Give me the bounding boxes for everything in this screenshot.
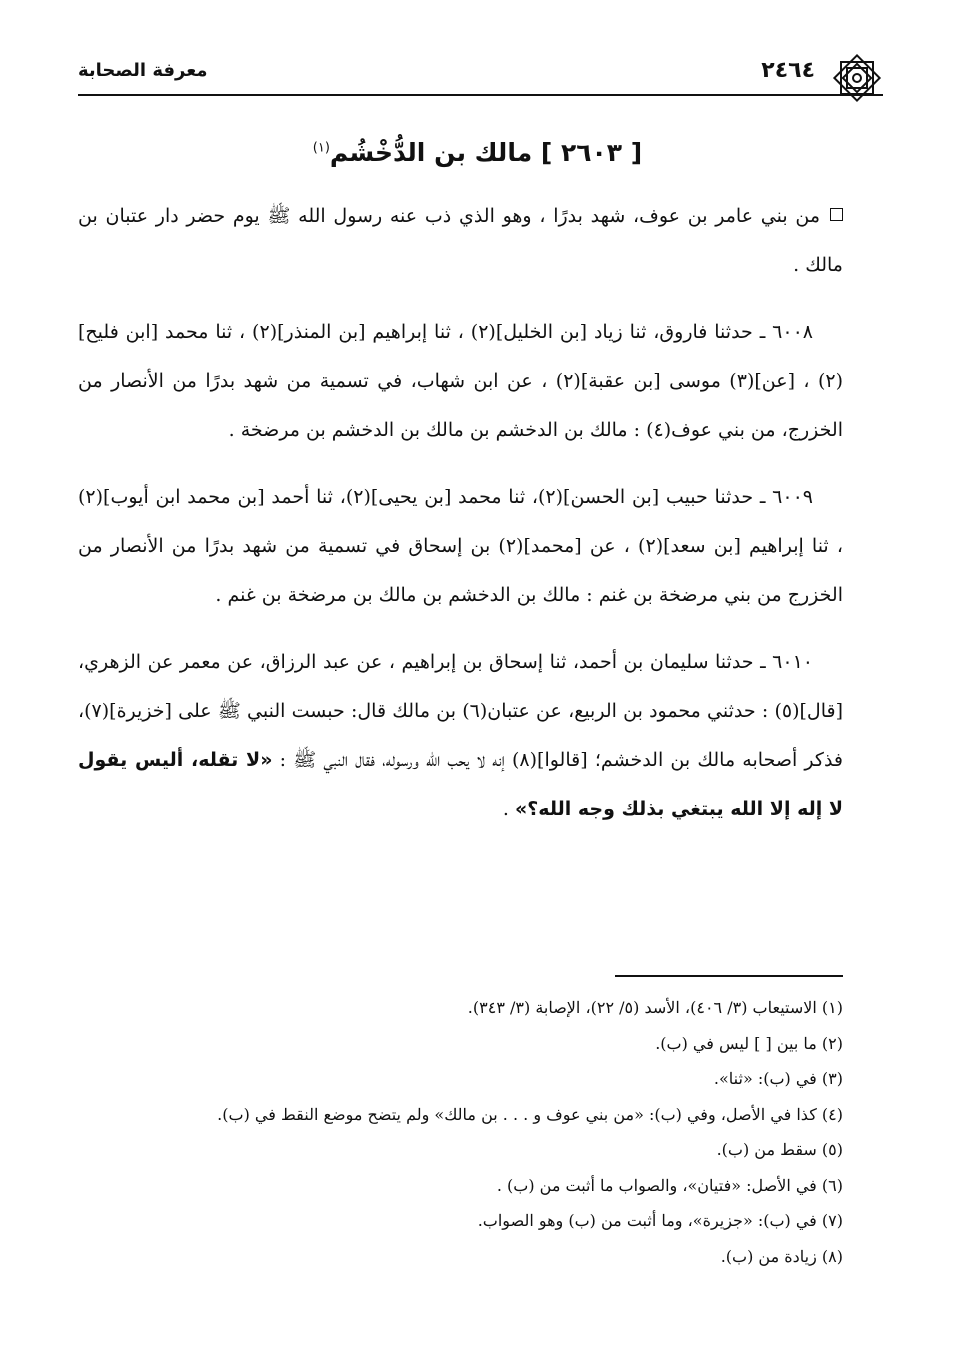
- footnote-item: (٧) في (ب): «جزيرة»، وما أثبت من (ب) وهو الصواب.: [477, 1211, 843, 1230]
- footnote-list: [100, 990, 843, 1274]
- hadith-paragraph: ٦٠٠٨ ـ حدثنا فاروق، ثنا زياد [بن الخليل](٢) ، ثنا إبراهيم [بن المنذر](٢) ، ثنا محمد [ابن فليح](٢) ، [عن](٣) موسى [بن عقبة](٢) ، عن ابن شهاب، في تسمية من شهد بدرًا من الأنصار من الخزرج، من بني عوف(٤) : مالك بن الدخشم بن مالك بن الدخشم بن مرضخة .: [78, 321, 844, 441]
- star-ornament-icon: [831, 52, 883, 104]
- hadith-paragraph: [78, 638, 843, 834]
- footnote-item: (٨) زيادة من (ب).: [720, 1246, 843, 1266]
- footnote-separator: [615, 975, 843, 977]
- footnote-item: (١) الاستيعاب (٣/ ٤٠٦)، الأسد (٥/ ٢٢)، الإصابة (٣/ ٣٤٣).: [467, 998, 843, 1017]
- entry-title: [0, 138, 955, 167]
- footnote-item: (٦) في الأصل: «فتيان»، والصواب ما أثبت من (ب) .: [496, 1175, 843, 1195]
- header-rule: [78, 94, 883, 96]
- hadith-tail: .: [502, 798, 516, 820]
- hadith-text: ٦٠١٠ ـ حدثنا سليمان بن أحمد، ثنا إسحاق بن إبراهيم ، عن عبد الرزاق، عن معمر عن الزهري، [قال](٥) : حدثني محمود بن الربيع، عن عتبان(٦) بن مالك قال: حبست النبي ﷺ على [خزيرة](٧)، فذكر أصحابه مالك بن الدخشم؛ [قالوا](٨) إنه لا يحب الله ورسوله، فقال النبي ﷺ :: [78, 651, 844, 771]
- page-number: ٢٤٦٤: [761, 58, 815, 83]
- footnote-item: (٢) ما بين [ ] ليس في (ب).: [655, 1033, 843, 1053]
- entry-title-text: [ ٢٦٠٣ ] مالك بن الدُّخْشُم: [329, 138, 643, 167]
- hadith-paragraph: ٦٠٠٩ ـ حدثنا حبيب [بن الحسن](٢)، ثنا محمد [بن يحيى](٢)، ثنا أحمد [بن محمد ابن أيوب](٢) ، ثنا إبراهيم [بن سعد](٢) ، عن [محمد](٢) بن إسحاق في تسمية من شهد بدرًا من الأنصار من الخزرج من بني مرضخة بن غنم : مالك بن الدخشم بن مالك بن مرضخة بن غنم .: [78, 486, 843, 606]
- footnote-item: (٣) في (ب): «ثنا».: [713, 1069, 843, 1088]
- square-bullet-icon: [830, 208, 843, 221]
- intro-text: من بني عامر بن عوف، شهد بدرًا ، وهو الذي ذب عنه رسول الله ﷺ يوم حضر دار عتبان بن مالك .: [78, 205, 843, 276]
- footnotes: [100, 990, 843, 1274]
- footnote-item: (٤) كذا في الأصل، وفي (ب): «من بني عوف و . . . بن مالك» ولم يتضح موضع النقط في (ب).: [217, 1104, 843, 1124]
- footnote-item: (٥) سقط من (ب).: [716, 1140, 843, 1159]
- intro-paragraph: [78, 192, 843, 290]
- running-title: معرفة الصحابة: [78, 60, 208, 81]
- entry-title-footnote-ref: (١): [312, 140, 330, 156]
- body-text: [78, 192, 843, 852]
- page-header: [78, 52, 883, 98]
- prophetic-quote: «لا تقله، أليس يقول لا إله إلا الله يبتغي بذلك وجه الله؟»: [78, 749, 843, 820]
